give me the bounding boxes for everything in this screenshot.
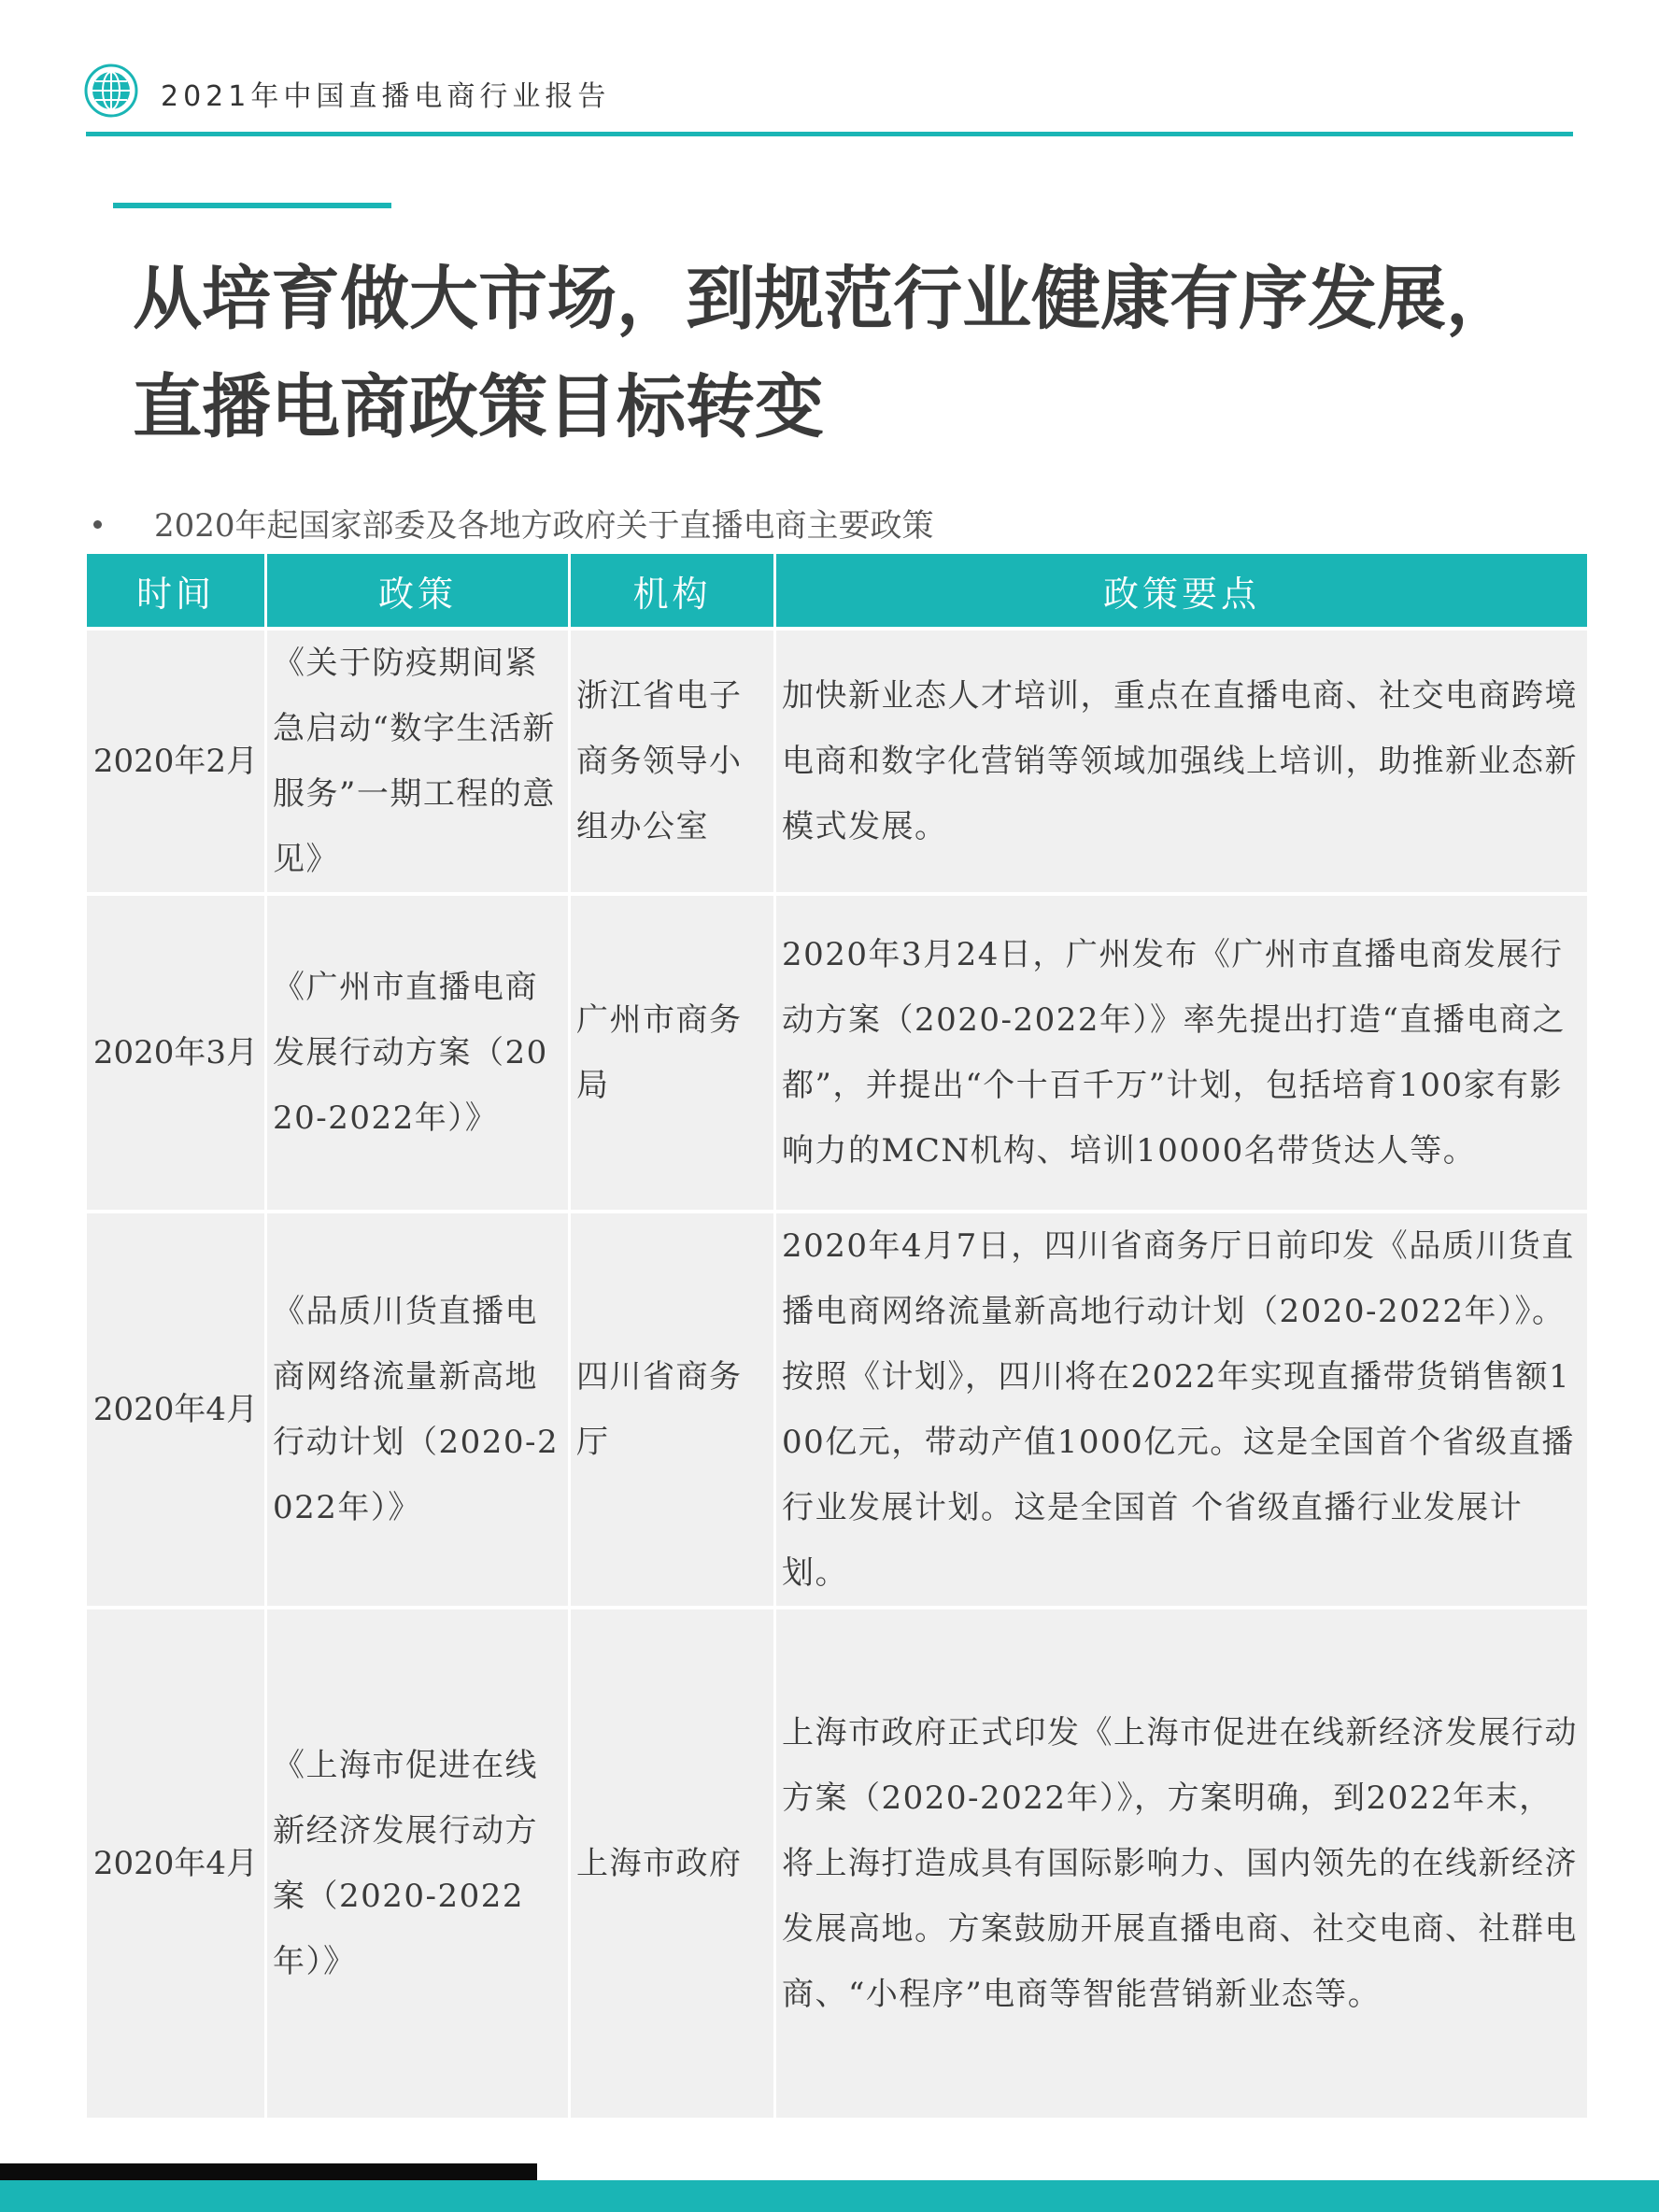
cell-policy: 《关于防疫期间紧急启动“数字生活新服务”一期工程的意见》 — [267, 627, 571, 892]
cell-points: 上海市政府正式印发《上海市促进在线新经济发展行动方案（2020-2022年）》，方案明确，到2022年末，将上海打造成具有国际影响力、国内领先的在线新经济发展高地。方案鼓励开展直播电商、社交电商、社群电商、“小程序”电商等智能营销新业态等。 — [776, 1606, 1587, 2118]
cell-policy: 《广州市直播电商发展行动方案（2020-2022年）》 — [267, 892, 571, 1210]
table-row — [87, 627, 1587, 892]
table-header-row — [87, 554, 1587, 627]
page-title-line-2: 直播电商政策目标转变 — [133, 367, 824, 447]
cell-points: 2020年4月7日，四川省商务厅日前印发《品质川货直播电商网络流量新高地行动计划（2020-2022年）》。按照《计划》，四川将在2022年实现直播带货销售额100亿元，带动产值1000亿元。这是全国首个省级直播行业发展计划。这是全国首 个省级直播行业发展计划。 — [776, 1210, 1587, 1606]
cell-points: 2020年3月24日，广州发布《广州市直播电商发展行动方案（2020-2022年）》率先提出打造“直播电商之都”，并提出“个十百千万”计划，包括培育100家有影响力的MCN机构、培训10000名带货达人等。 — [776, 892, 1587, 1210]
policy-table — [87, 554, 1587, 2118]
bullet-icon — [93, 520, 102, 529]
header-time: 时间 — [87, 554, 267, 627]
table-row — [87, 1606, 1587, 2118]
globe-icon — [84, 64, 138, 118]
cell-time: 2020年3月 — [87, 892, 267, 1210]
header-divider — [86, 132, 1573, 136]
page-header — [84, 62, 1574, 136]
footer-accent-bar — [0, 2180, 1659, 2212]
cell-policy: 《上海市促进在线新经济发展行动方案（2020-2022年）》 — [267, 1606, 571, 2118]
cell-agency: 广州市商务局 — [571, 892, 776, 1210]
table-row — [87, 1210, 1587, 1606]
footer-dark-bar — [0, 2163, 537, 2180]
cell-time: 2020年4月 — [87, 1606, 267, 2118]
cell-agency: 四川省商务厅 — [571, 1210, 776, 1606]
page-title — [133, 245, 1590, 461]
cell-time: 2020年4月 — [87, 1210, 267, 1606]
title-accent-bar — [113, 203, 391, 208]
cell-agency: 浙江省电子商务领导小组办公室 — [571, 627, 776, 892]
table-caption-text: 2020年起国家部委及各地方政府关于直播电商主要政策 — [154, 507, 934, 545]
table-row — [87, 892, 1587, 1210]
cell-agency: 上海市政府 — [571, 1606, 776, 2118]
header-points: 政策要点 — [776, 554, 1587, 627]
cell-points: 加快新业态人才培训，重点在直播电商、社交电商跨境电商和数字化营销等领域加强线上培训，助推新业态新模式发展。 — [776, 627, 1587, 892]
report-title: 2021年中国直播电商行业报告 — [161, 80, 611, 113]
page-title-line-1: 从培育做大市场，到规范行业健康有序发展， — [133, 259, 1515, 339]
header-agency: 机构 — [571, 554, 776, 627]
header-policy: 政策 — [267, 554, 571, 627]
cell-policy: 《品质川货直播电商网络流量新高地行动计划（2020-2022年）》 — [267, 1210, 571, 1606]
cell-time: 2020年2月 — [87, 627, 267, 892]
table-caption — [93, 500, 934, 546]
